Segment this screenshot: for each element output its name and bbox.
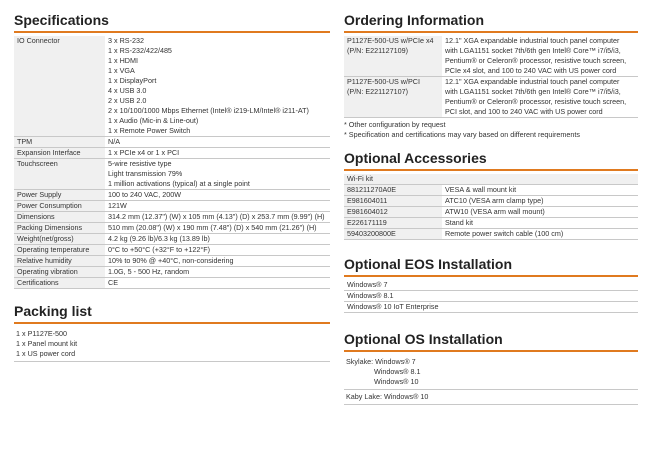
- accessory-description: Stand kit: [442, 218, 638, 229]
- ordering-table: [344, 36, 638, 118]
- spec-value: [105, 256, 330, 267]
- right-column: [344, 0, 638, 405]
- spec-value-line: 0°C to +50°C (+32°F to +122°F): [108, 245, 210, 254]
- spec-key: Relative humidity: [14, 256, 105, 267]
- spec-value: [105, 148, 330, 159]
- spec-value-line: 1 x PCIe x4 or 1 x PCI: [108, 148, 180, 157]
- spec-value-line: 1 x HDMI: [108, 56, 138, 65]
- packing-list: [14, 327, 330, 362]
- description-line: 12.1" XGA expandable industrial touch panel computer: [445, 36, 620, 45]
- table-row: [14, 201, 330, 212]
- os-item: Windows® 10: [383, 392, 429, 401]
- list-item: 1 x P1127E-500: [16, 329, 68, 338]
- list-item: 1 x Panel mount kit: [16, 339, 78, 348]
- spec-value: [105, 159, 330, 190]
- table-row: [14, 137, 330, 148]
- accessories-title: Optional Accessories: [344, 150, 638, 171]
- left-column: [14, 0, 330, 362]
- spec-value: [105, 234, 330, 245]
- eos-item: Windows® 7: [344, 280, 638, 291]
- spec-value-line: 1 x VGA: [108, 66, 135, 75]
- part-number: 881211270A0E: [344, 185, 442, 196]
- spec-value: [105, 212, 330, 223]
- spec-value-line: Light transmission 79%: [108, 169, 183, 178]
- list-item: [346, 392, 636, 402]
- os-title: Optional OS Installation: [344, 331, 638, 352]
- part-number: E981604011: [344, 196, 442, 207]
- accessory-description: ATW10 (VESA arm wall mount): [442, 207, 638, 218]
- table-row: [14, 267, 330, 278]
- table-row: [14, 234, 330, 245]
- spec-value-line: 2 x USB 2.0: [108, 96, 147, 105]
- spec-value: [105, 245, 330, 256]
- spec-value: [105, 137, 330, 148]
- part-number: E226171119: [344, 218, 442, 229]
- spec-key: Packing Dimensions: [14, 223, 105, 234]
- spec-key: Weight(net/gross): [14, 234, 105, 245]
- table-row: [14, 278, 330, 289]
- spec-value: [105, 190, 330, 201]
- spec-key: Power Consumption: [14, 201, 105, 212]
- os-item: Windows® 10: [374, 377, 419, 386]
- eos-item: Windows® 10 IoT Enterprise: [344, 302, 638, 313]
- note-line: * Specification and certifications may vary based on different requirements: [344, 130, 580, 139]
- description-line: 12.1" XGA expandable industrial touch panel computer: [445, 77, 620, 86]
- table-row: [14, 245, 330, 256]
- table-row: [14, 212, 330, 223]
- ordering-notes: [344, 120, 638, 140]
- spec-value-line: 4.2 kg (9.26 lb)/6.3 kg (13.89 lb): [108, 234, 210, 243]
- spec-value-line: 4 x USB 3.0: [108, 86, 147, 95]
- spec-value-line: 314.2 mm (12.37") (W) x 105 mm (4.13") (D) x 253.7 mm (9.99") (H): [108, 212, 325, 221]
- spec-value-line: 10% to 90% @ +40°C, non-considering: [108, 256, 234, 265]
- specifications-table: [14, 36, 330, 289]
- spec-value-line: 3 x RS-232: [108, 36, 144, 45]
- table-row: [14, 148, 330, 159]
- list-item: 1 x US power cord: [16, 349, 76, 358]
- table-row: [344, 218, 638, 229]
- spec-key: Operating temperature: [14, 245, 105, 256]
- part-number: (P/N: E221127107): [347, 87, 408, 96]
- part-number: 59403200800E: [344, 229, 442, 240]
- table-row: [344, 174, 638, 185]
- kaby-label: Kaby Lake:: [346, 392, 382, 401]
- spec-value-line: 121W: [108, 201, 127, 210]
- table-row: [344, 207, 638, 218]
- os-item: Windows® 8.1: [374, 367, 421, 376]
- accessory-description: Remote power switch cable (100 cm): [442, 229, 638, 240]
- table-row: [14, 223, 330, 234]
- spec-value-line: 1.0G, 5 - 500 Hz, random: [108, 267, 190, 276]
- spec-value-line: 2 x 10/100/1000 Mbps Ethernet (Intel® i219-LM/Intel® i211-AT): [108, 106, 309, 115]
- table-row: [344, 36, 638, 77]
- os-item: Windows® 7: [375, 357, 416, 366]
- table-row: [344, 291, 638, 302]
- spec-value: [105, 267, 330, 278]
- table-row: [344, 302, 638, 313]
- description-line: with LGA1151 socket 7th/6th gen Intel® Core™ i7/i5/i3,: [445, 46, 621, 55]
- spec-key: Expansion Interface: [14, 148, 105, 159]
- spec-value: [105, 36, 330, 137]
- spec-key: Touchscreen: [14, 159, 105, 190]
- table-row: [344, 280, 638, 291]
- part-number: (P/N: E221127109): [347, 46, 408, 55]
- description-line: Pentium® or Celeron® processor, resistive touch screen,: [445, 56, 627, 65]
- accessory-description: VESA & wall mount kit: [442, 185, 638, 196]
- spec-value-line: 1 x RS-232/422/485: [108, 46, 172, 55]
- spec-value: [105, 201, 330, 212]
- table-row: [344, 196, 638, 207]
- model-cell: [344, 36, 442, 77]
- spec-value: [105, 278, 330, 289]
- description-cell: [442, 77, 638, 118]
- table-row: [344, 185, 638, 196]
- description-line: Pentium® or Celeron® processor, resistive touch screen,: [445, 97, 627, 106]
- note-line: * Other configuration by request: [344, 120, 446, 129]
- spec-value-line: 1 x Audio (Mic-in & Line-out): [108, 116, 199, 125]
- accessories-header: Wi-Fi kit: [344, 174, 638, 185]
- spec-key: TPM: [14, 137, 105, 148]
- specifications-title: Specifications: [14, 12, 330, 33]
- eos-table: [344, 280, 638, 313]
- spec-key: Operating vibration: [14, 267, 105, 278]
- spec-key: Certifications: [14, 278, 105, 289]
- os-skylake-block: [344, 355, 638, 390]
- table-row: [14, 190, 330, 201]
- table-row: [14, 36, 330, 137]
- spec-value-line: 1 x DisplayPort: [108, 76, 157, 85]
- skylake-label: Skylake:: [346, 357, 374, 366]
- table-row: [14, 159, 330, 190]
- model-name: P1127E-500-US w/PCI: [347, 77, 420, 86]
- accessory-description: ATC10 (VESA arm clamp type): [442, 196, 638, 207]
- spec-value: [105, 223, 330, 234]
- table-row: [344, 229, 638, 240]
- table-row: [344, 77, 638, 118]
- accessories-table: [344, 174, 638, 240]
- os-kaby-block: [344, 390, 638, 405]
- eos-item: Windows® 8.1: [344, 291, 638, 302]
- model-cell: [344, 77, 442, 118]
- spec-value-line: 1 x Remote Power Switch: [108, 126, 191, 135]
- spec-value-line: 1 million activations (typical) at a single point: [108, 179, 250, 188]
- spec-value-line: CE: [108, 278, 118, 287]
- part-number: E981604012: [344, 207, 442, 218]
- table-row: [14, 256, 330, 267]
- description-line: PCI slot, and 100 to 240 VAC with US power cord: [445, 107, 603, 116]
- spec-key: Power Supply: [14, 190, 105, 201]
- spec-value-line: 100 to 240 VAC, 200W: [108, 190, 181, 199]
- description-cell: [442, 36, 638, 77]
- ordering-title: Ordering Information: [344, 12, 638, 33]
- spec-value-line: N/A: [108, 137, 120, 146]
- spec-key: Dimensions: [14, 212, 105, 223]
- spec-key: IO Connector: [14, 36, 105, 137]
- model-name: P1127E-500-US w/PCIe x4: [347, 36, 434, 45]
- spec-value-line: 510 mm (20.08") (W) x 190 mm (7.48") (D) x 540 mm (21.26") (H): [108, 223, 317, 232]
- spec-value-line: 5-wire resistive type: [108, 159, 172, 168]
- list-item: [346, 357, 636, 367]
- description-line: with LGA1151 socket 7th/6th gen Intel® Core™ i7/i5/i3,: [445, 87, 621, 96]
- description-line: PCIe x4 slot, and 100 to 240 VAC with US power cord: [445, 66, 617, 75]
- eos-title: Optional EOS Installation: [344, 256, 638, 277]
- packing-list-title: Packing list: [14, 303, 330, 324]
